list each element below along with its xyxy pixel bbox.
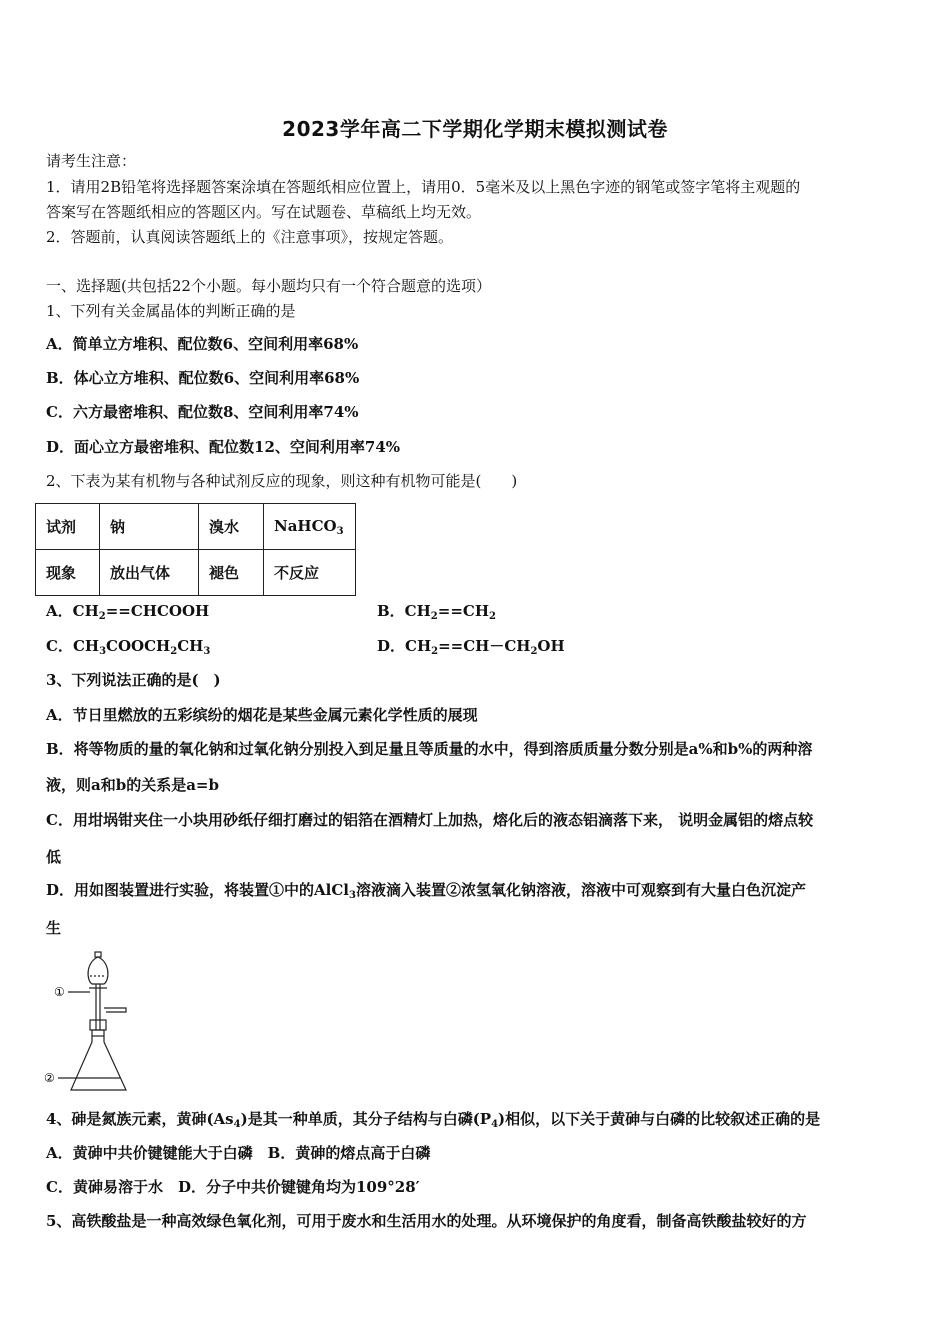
subscript: 3 xyxy=(336,525,344,537)
text: C．CH xyxy=(46,637,100,655)
formula-text: NaHCO xyxy=(274,516,337,535)
q3-option-d xyxy=(46,880,806,906)
subscript: 2 xyxy=(170,646,178,657)
q1-option-d: D．面心立方最密堆积、配位数12、空间利用率74% xyxy=(46,438,401,456)
q2-option-c xyxy=(46,636,210,662)
table-cell: 现象 xyxy=(36,550,100,596)
text: ==CH－CH xyxy=(438,637,531,655)
subscript: 3 xyxy=(99,646,107,657)
text: CH xyxy=(177,637,204,655)
table-cell: 溴水 xyxy=(199,504,264,550)
notice-item-1-cont: 答案写在答题纸相应的答题区内。写在试题卷、草稿纸上均无效。 xyxy=(46,203,482,221)
subscript: 3 xyxy=(203,646,211,657)
q3-option-b: B．将等物质的量的氧化钠和过氧化钠分别投入到足量且等质量的水中，得到溶质质量分数分别是a%和b%的两种溶 xyxy=(46,740,813,758)
table-cell: 试剂 xyxy=(36,504,100,550)
q3-option-b-cont: 液，则a和b的关系是a=b xyxy=(46,776,219,794)
label-2: ② xyxy=(44,1071,55,1085)
q1-stem: 1、下列有关金属晶体的判断正确的是 xyxy=(46,302,296,320)
apparatus-figure xyxy=(46,950,146,1095)
text: COOCH xyxy=(106,637,171,655)
q3-option-c: C．用坩埚钳夹住一小块用砂纸仔细打磨过的铝箔在酒精灯上加热，熔化后的液态铝滴落下来， 说明金属铝的熔点较 xyxy=(46,811,814,829)
text: 4、砷是氮族元素，黄砷(As xyxy=(46,1110,234,1128)
q2-option-b xyxy=(377,601,496,627)
q1-option-b: B．体心立方堆积、配位数6、空间利用率68% xyxy=(46,369,360,387)
text: ==CH xyxy=(437,602,490,620)
table-row xyxy=(36,550,356,596)
funnel-stopper xyxy=(95,952,101,957)
q3-option-d-cont: 生 xyxy=(46,919,62,937)
side-tube xyxy=(104,1008,126,1012)
q2-stem: 2、下表为某有机物与各种试剂反应的现象，则这种有机物可能是( ) xyxy=(46,472,518,490)
q3-option-c-cont: 低 xyxy=(46,848,62,866)
q2-option-d xyxy=(377,636,565,662)
flask-neck xyxy=(92,1030,104,1036)
text: )相似，以下关于黄砷与白磷的比较叙述正确的是 xyxy=(498,1110,821,1128)
text: D．CH xyxy=(377,637,432,655)
q3-stem: 3、下列说法正确的是( ) xyxy=(46,671,221,689)
table-cell: 放出气体 xyxy=(100,550,199,596)
subscript: 4 xyxy=(233,1119,241,1130)
flask-stopper xyxy=(90,1020,106,1030)
text: B．CH xyxy=(377,602,431,620)
text: 溶液滴入装置②浓氢氧化钠溶液，溶液中可观察到有大量白色沉淀产 xyxy=(355,881,806,899)
table-cell: 钠 xyxy=(100,504,199,550)
q1-option-a: A．简单立方堆积、配位数6、空间利用率68% xyxy=(46,335,359,353)
q4-options-cd: C．黄砷易溶于水 D．分子中共价键键角均为109°28′ xyxy=(46,1178,420,1196)
text: OH xyxy=(537,637,565,655)
q2-reaction-table xyxy=(35,503,356,596)
page-title: 2023学年高二下学期化学期末模拟测试卷 xyxy=(282,117,668,141)
table-row xyxy=(36,504,356,550)
q3-option-a: A．节日里燃放的五彩缤纷的烟花是某些金属元素化学性质的展现 xyxy=(46,706,478,724)
subscript: 2 xyxy=(431,646,439,657)
text: )是其一种单质，其分子结构与白磷(P xyxy=(240,1110,492,1128)
notice-item-1: 1．请用2B铅笔将选择题答案涂填在答题纸相应位置上，请用0．5毫米及以上黑色字迹的钢笔或签字笔将主观题的 xyxy=(46,178,801,196)
subscript: 3 xyxy=(348,890,356,901)
notice-heading: 请考生注意： xyxy=(46,152,137,170)
conical-flask xyxy=(71,1036,126,1090)
table-cell xyxy=(264,504,356,550)
label-1: ① xyxy=(54,985,65,999)
q1-option-c: C．六方最密堆积、配位数8、空间利用率74% xyxy=(46,403,359,421)
text: D．用如图装置进行实验，将装置①中的AlCl xyxy=(46,881,349,899)
table-cell: 不反应 xyxy=(264,550,356,596)
q4-stem xyxy=(46,1109,820,1135)
subscript: 4 xyxy=(491,1119,499,1130)
section-heading: 一、选择题(共包括22个小题。每小题均只有一个符合题意的选项） xyxy=(46,277,491,295)
subscript: 2 xyxy=(530,646,538,657)
subscript: 2 xyxy=(489,611,496,622)
separatory-funnel xyxy=(88,957,108,984)
q5-stem: 5、高铁酸盐是一种高效绿色氧化剂，可用于废水和生活用水的处理。从环境保护的角度看，制备高铁酸盐较好的方 xyxy=(46,1212,807,1230)
text: A．CH xyxy=(46,602,99,620)
table-cell: 褪色 xyxy=(199,550,264,596)
q4-options-ab: A．黄砷中共价键键能大于白磷 B．黄砷的熔点高于白磷 xyxy=(46,1144,431,1162)
notice-item-2: 2．答题前，认真阅读答题纸上的《注意事项》，按规定答题。 xyxy=(46,228,454,246)
subscript: 2 xyxy=(98,611,106,622)
q2-option-a xyxy=(46,601,209,627)
subscript: 2 xyxy=(430,611,438,622)
text: ==CHCOOH xyxy=(105,602,210,620)
